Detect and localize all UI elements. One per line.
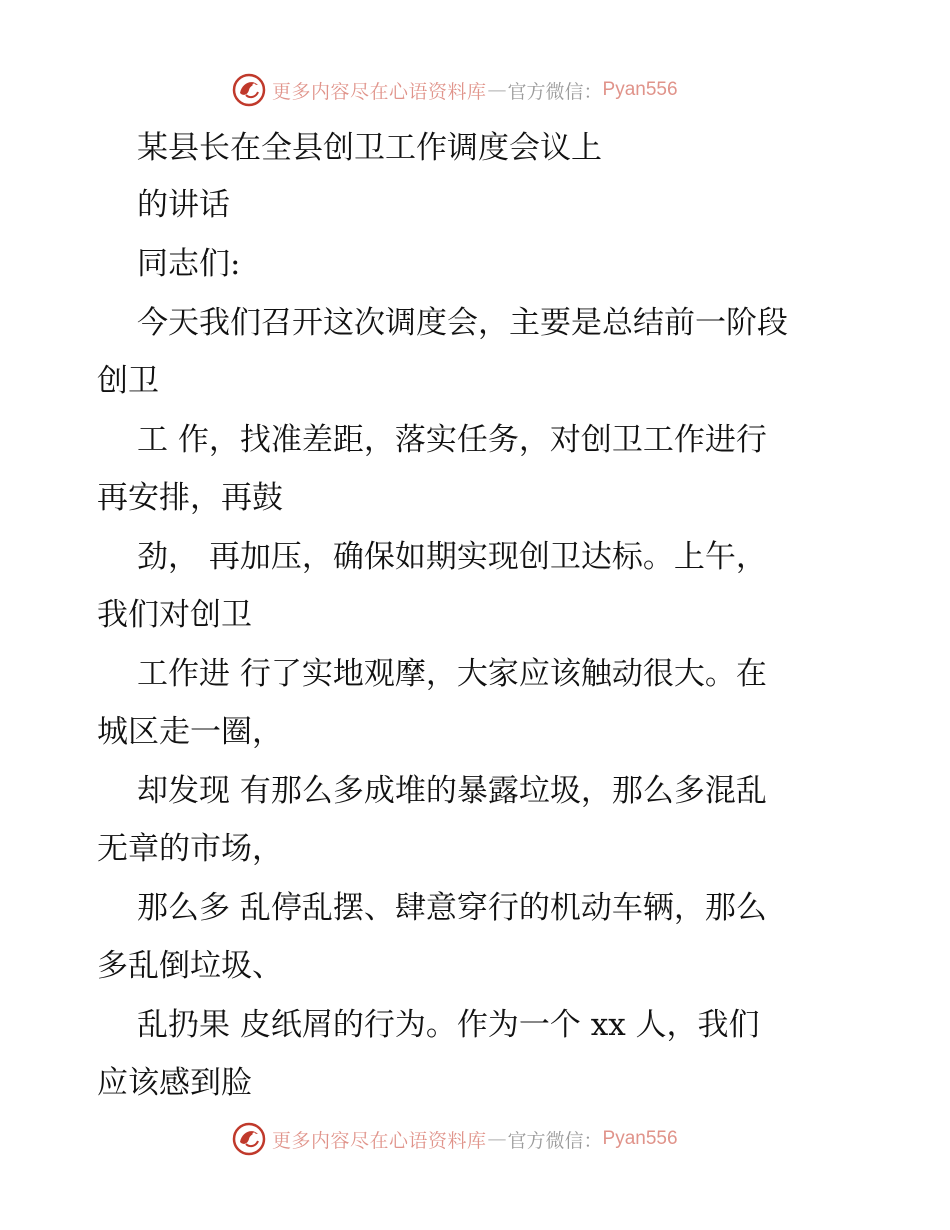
paragraph-line: 应该感到脸: [97, 1065, 252, 1101]
paragraph-line: 无章的市场，: [97, 831, 283, 867]
dragon-seal-icon: [232, 73, 266, 107]
paragraph-line: 城区走一圈，: [97, 714, 283, 750]
watermark-brand: 更多内容尽在心语资料库: [272, 1129, 487, 1152]
paragraph-line: 劲， 再加压，确保如期实现创卫达标。上午，: [137, 539, 767, 575]
salutation: 同志们:: [137, 246, 241, 282]
watermark-official-label: 官方微信：: [507, 1129, 603, 1152]
watermark-account-id: Pyan556: [602, 1128, 678, 1149]
header-watermark: [232, 72, 678, 108]
paragraph-line: 今天我们召开这次调度会，主要是总结前一阶段: [137, 305, 788, 341]
watermark-brand: 更多内容尽在心语资料库: [272, 80, 487, 103]
watermark-separator: —: [487, 1128, 507, 1150]
dragon-seal-icon: [232, 1122, 266, 1156]
paragraph-line: 我们对创卫: [97, 597, 252, 633]
paragraph-line: 乱扔果 皮纸屑的行为。作为一个 xx 人，我们: [137, 1007, 760, 1043]
paragraph-line: 工作进 行了实地观摩，大家应该触动很大。在: [137, 656, 767, 692]
paragraph-line: 再安排，再鼓: [97, 480, 283, 516]
watermark-official-label: 官方微信：: [507, 80, 603, 103]
paragraph-line: 创卫: [97, 363, 159, 399]
paragraph-line: 那么多 乱停乱摆、肆意穿行的机动车辆，那么: [137, 890, 767, 926]
watermark-account-id: Pyan556: [602, 79, 678, 100]
paragraph-line: 多乱倒垃圾、: [97, 948, 283, 984]
document-title-line-2: 的讲话: [137, 187, 230, 223]
paragraph-line: 却发现 有那么多成堆的暴露垃圾，那么多混乱: [137, 773, 767, 809]
footer-watermark: [232, 1121, 678, 1157]
watermark-separator: —: [487, 79, 507, 101]
paragraph-line: 工 作，找准差距，落实任务，对创卫工作进行: [137, 422, 767, 458]
document-title-line-1: 某县长在全县创卫工作调度会议上: [137, 130, 602, 166]
